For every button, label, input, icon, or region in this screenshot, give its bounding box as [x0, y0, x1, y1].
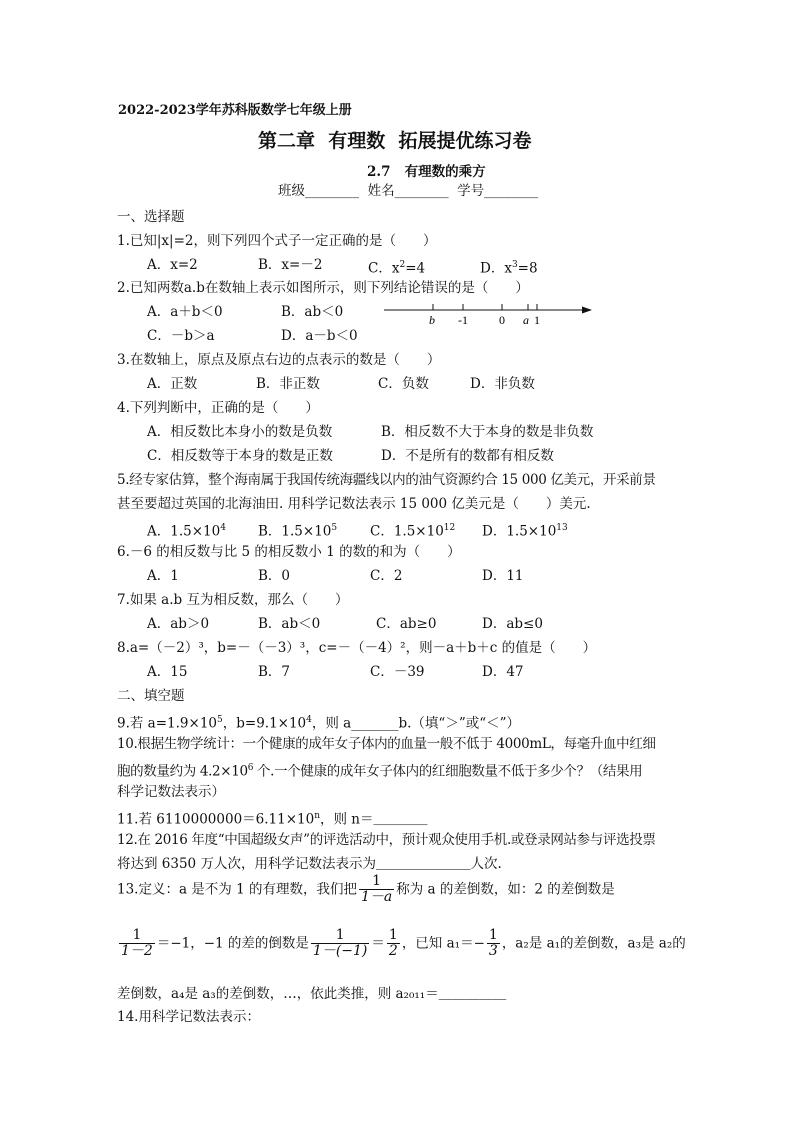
- question-10-line1: 10.根据生物学统计：一个健康的成年女子体内的血量一般不低于 4000mL，每毫升血中红细: [117, 736, 656, 752]
- q8-option-a: A．15: [147, 664, 188, 680]
- q7-option-c: C．ab≥0: [376, 616, 437, 632]
- q4-option-b: B．相反数不大于本身的数是非负数: [381, 424, 594, 440]
- q4-option-d: D．不是所有的数都有相反数: [381, 448, 554, 464]
- question-5-stem-line2: 甚至要超过英国的北海油田. 用科学记数法表示 15 000 亿美元是（ ）美元.: [117, 496, 591, 512]
- q3-option-a: A．正数: [147, 376, 198, 392]
- series-title: 2022-2023学年苏科版数学七年级上册: [118, 103, 352, 118]
- q5-option-b: B．$1.5\times 10^5$: [258, 523, 338, 540]
- q5-option-c: C．$1.5\times 10^{12}$: [370, 523, 456, 540]
- q2-option-a: A．a＋b＜0: [147, 304, 223, 320]
- q7-option-a: A．ab＞0: [147, 616, 210, 632]
- fraction-1-over-2: $\frac{1}{2}$: [388, 927, 398, 960]
- question-6-stem: 6.－6 的相反数与比 5 的相反数小 1 的数的和为（ ）: [117, 544, 461, 560]
- q2-option-b: B．ab＜0: [281, 304, 344, 320]
- q2-option-d: D．a－b＜0: [281, 328, 358, 344]
- q6-option-b: B．0: [258, 568, 291, 584]
- section-title: 2.7 有理数的乘方: [367, 164, 486, 180]
- question-3-stem: 3.在数轴上，原点及原点右边的点表示的数是（ ）: [117, 352, 441, 368]
- question-10-line3: 科学记数法表示）: [117, 784, 225, 800]
- question-14-stem: 14.用科学记数法表示：: [117, 1009, 260, 1025]
- axis-label-zero: 0: [499, 313, 505, 327]
- page-title: 第二章 有理数 拓展提优练习卷: [258, 130, 532, 152]
- fraction-1-over-1-minus-a: $\frac{1}{1-a}$: [360, 873, 393, 906]
- q1-option-b: B．x=－2: [258, 257, 323, 273]
- student-info-line: 班级________ 姓名________ 学号________: [278, 183, 539, 199]
- question-13-line3: 差倒数，a₄是 a₃的差倒数，…，依此类推，则 a₂₀₁₁＝＿＿＿＿＿: [117, 986, 507, 1002]
- number-line-arrow: [582, 307, 592, 314]
- axis-label-b: b: [429, 313, 435, 327]
- q1-option-a: A．x=2: [147, 257, 198, 273]
- q1-option-d: D．$x^3=8$: [480, 260, 538, 277]
- q6-option-d: D．11: [482, 568, 524, 584]
- q7-option-b: B．ab＜0: [258, 616, 321, 632]
- axis-label-one: 1: [534, 313, 540, 327]
- q1-option-c: C．$x^2=4$: [368, 260, 426, 277]
- q4-option-a: A．相反数比本身小的数是负数: [147, 424, 333, 440]
- q5-option-a: A．$1.5\times 10^4$: [147, 523, 226, 540]
- q6-option-c: C．2: [370, 568, 403, 584]
- q6-option-a: A．1: [147, 568, 179, 584]
- q8-option-c: C．－39: [370, 664, 425, 680]
- axis-label-a: a: [523, 313, 529, 327]
- question-1-stem: 1.已知|x|=2，则下列四个式子一定正确的是（ ）: [117, 233, 437, 249]
- q3-option-b: B．非正数: [256, 376, 320, 392]
- q7-option-d: D．ab≤0: [482, 616, 543, 632]
- q5-option-d: D．$1.5\times 10^{13}$: [482, 523, 568, 540]
- question-12-line2: 将达到 6350 万人次，用科学记数法表示为＿＿＿＿＿＿＿人次.: [117, 856, 502, 872]
- question-4-stem: 4.下列判断中，正确的是（ ）: [117, 400, 319, 416]
- q3-option-c: C．负数: [378, 376, 429, 392]
- section-heading-choice: 一、选择题: [117, 209, 185, 225]
- question-10-line2: 胞的数量约为 $4.2\times 10^6$ 个.一个健康的成年女子体内的红细胞数量不低于多少个？（结果用: [117, 763, 643, 780]
- question-7-stem: 7.如果 a.b 互为相反数，那么（ ）: [117, 592, 349, 608]
- question-8-stem: 8.a=（－2）³，b=－（－3）³，c=－（－4）²，则－a＋b＋c 的值是（ ）: [117, 640, 597, 656]
- question-13-line1: 13.定义：a 是不为 1 的有理数，我们把 $\frac{1}{1-a}$ 称为 a 的差倒数，如：2 的差倒数是: [117, 873, 615, 906]
- section-heading-fill: 二、填空题: [117, 688, 185, 704]
- fraction-1-over-1-minus-neg1: $\frac{1}{1-(-1)}$: [312, 927, 368, 960]
- q3-option-d: D．非负数: [470, 376, 535, 392]
- q8-option-d: D．47: [482, 664, 524, 680]
- axis-label-minus-one: -1: [458, 313, 468, 327]
- question-5-stem-line1: 5.经专家估算，整个海南属于我国传统海疆线以内的油气资源约合 15 000 亿美元，开采前景: [117, 472, 656, 488]
- question-9: 9.若 $a=1.9\times 10^5$，$b=9.1\times 10^4$，则 a_______b.（填“＞”或“＜”）: [117, 715, 521, 732]
- number-line-figure: [380, 300, 595, 328]
- question-11: 11.若 $6110000000=6.11\times 10^n$，则 n＝＿＿＿＿: [117, 811, 428, 828]
- question-13-line2: $\frac{1}{1-2}$ ＝−1，−1 的差的倒数是 $\frac{1}{1-(-1)}$ ＝ $\frac{1}{2}$ ，已知 a₁＝− $\frac{1}{3}$ ，a₂是 a₁的差倒数，a₃是 a₂的: [121, 927, 686, 960]
- q4-option-c: C．相反数等于本身的数是正数: [147, 448, 333, 464]
- question-2-stem: 2.已知两数a.b在数轴上表示如图所示，则下列结论错误的是（ ）: [117, 280, 529, 296]
- fraction-1-over-1-minus-2: $\frac{1}{1-2}$: [121, 927, 153, 960]
- q2-option-c: C．－b＞a: [147, 328, 215, 344]
- q8-option-b: B．7: [258, 664, 291, 680]
- fraction-1-over-3: $\frac{1}{3}$: [488, 927, 498, 960]
- question-12-line1: 12.在 2016 年度“中国超级女声”的评选活动中，预计观众使用手机.或登录网站参与评选投票: [117, 832, 656, 848]
